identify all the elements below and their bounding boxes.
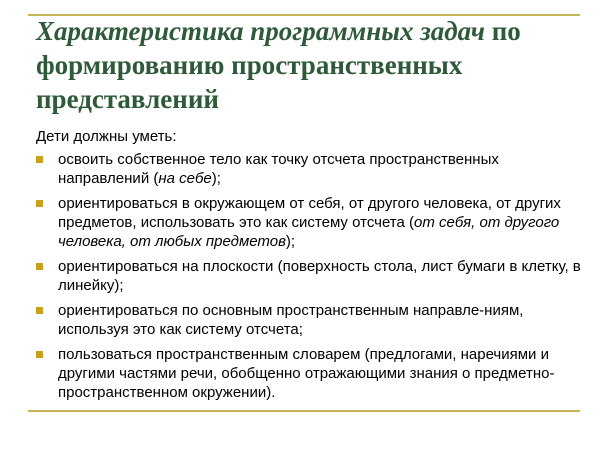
item-text: ориентироваться в окружающем от себя, от другого человека, от других предметов, использовать это как систему отсчета ( [58, 195, 561, 231]
item-emphasis: на себе [158, 170, 212, 187]
bullet-icon [36, 351, 43, 358]
item-emphasis: от себя, от другого человека, от любых предметов [58, 214, 560, 250]
item-text: ориентироваться на плоскости (поверхность стола, лист бумаги в клетку, в линейку); [58, 258, 581, 294]
list-item [36, 150, 584, 188]
task-list [36, 150, 584, 408]
bullet-icon [36, 263, 43, 270]
list-item [36, 301, 584, 339]
slide-title-italic: Характеристика программных задач [36, 16, 485, 46]
list-item [36, 257, 584, 295]
item-text: освоить собственное тело как точку отсчета пространственных направлений ( [58, 151, 499, 187]
bullet-icon [36, 156, 43, 163]
bullet-icon [36, 307, 43, 314]
item-text-end: ); [211, 170, 221, 187]
item-text-end: ); [285, 233, 296, 250]
bullet-icon [36, 200, 43, 207]
item-text: ориентироваться по основным пространственным направле-ниям, используя это как систему отсчета; [58, 302, 524, 338]
slide-title-rest: по формированию пространственных представлений [36, 16, 521, 114]
item-text: пользоваться пространственным словарем (предлогами, наречиями и другими частями речи, обобщенно отражающими знания о предметно-пространственном окружении). [58, 346, 555, 401]
intro-text: Дети должны уметь: [36, 128, 177, 145]
slide-title [36, 14, 576, 116]
bottom-divider [28, 410, 580, 412]
list-item [36, 194, 584, 251]
list-item [36, 345, 584, 402]
